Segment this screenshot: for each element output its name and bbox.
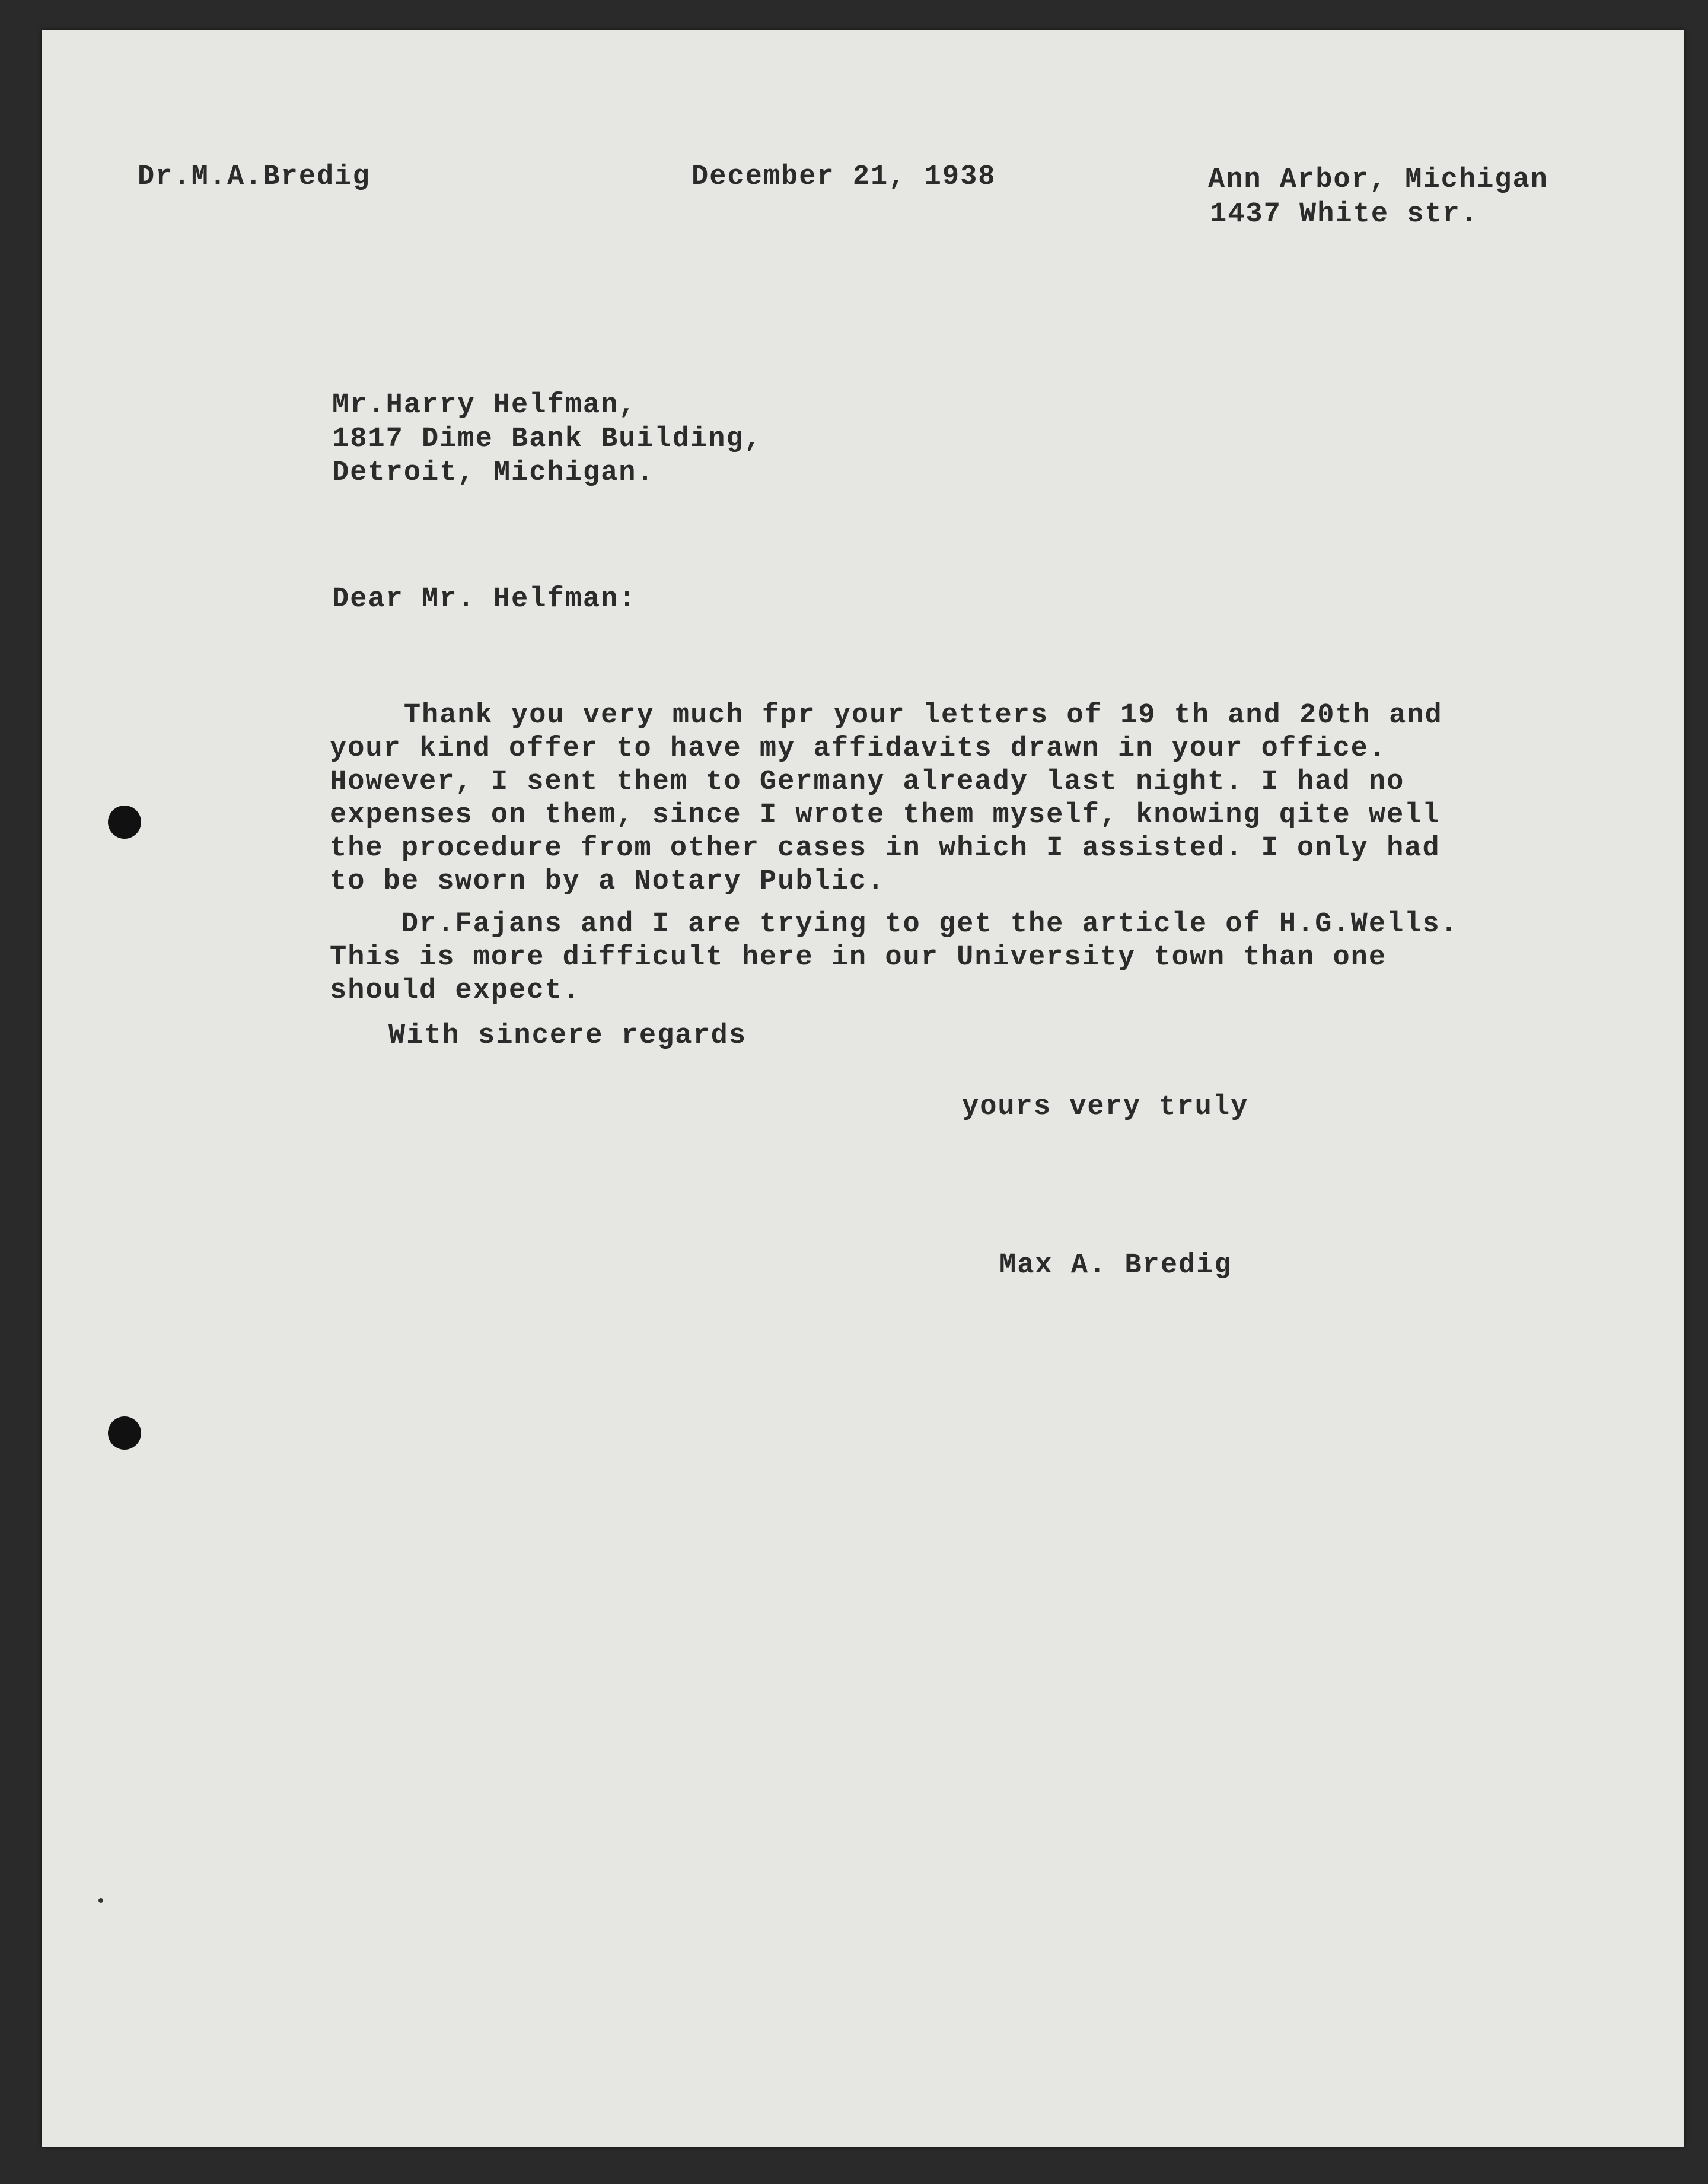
body-line: Thank you very much fpr your letters of 19 th and 20th and bbox=[332, 700, 1443, 731]
body-line: to be sworn by a Notary Public. bbox=[330, 866, 885, 897]
punch-hole-bottom bbox=[108, 1416, 141, 1450]
body-line: However, I sent them to Germany already last night. I had no bbox=[330, 766, 1405, 798]
recipient-street: 1817 Dime Bank Building, bbox=[332, 424, 762, 455]
letter-sheet bbox=[42, 30, 1684, 2147]
paper-speck bbox=[98, 1898, 103, 1903]
signature-name: Max A. Bredig bbox=[999, 1250, 1232, 1281]
sender-name: Dr.M.A.Bredig bbox=[138, 161, 371, 193]
body-line: the procedure from other cases in which I assisted. I only had bbox=[330, 833, 1441, 864]
recipient-city: Detroit, Michigan. bbox=[332, 457, 655, 489]
sender-city: Ann Arbor, Michigan bbox=[1208, 164, 1548, 196]
body-line: your kind offer to have my affidavits drawn in your office. bbox=[330, 733, 1387, 765]
salutation: Dear Mr. Helfman: bbox=[332, 584, 637, 615]
closing-regards: With sincere regards bbox=[388, 1020, 747, 1052]
body-line: should expect. bbox=[330, 975, 581, 1007]
punch-hole-top bbox=[108, 806, 141, 839]
body-line: Dr.Fajans and I are trying to get the article of H.G.Wells. bbox=[330, 909, 1458, 940]
recipient-name: Mr.Harry Helfman, bbox=[332, 390, 637, 421]
sender-street: 1437 White str. bbox=[1210, 199, 1479, 230]
body-line: This is more difficult here in our University town than one bbox=[330, 942, 1387, 973]
closing: yours very truly bbox=[962, 1091, 1249, 1123]
body-line: expenses on them, since I wrote them myself, knowing qite well bbox=[330, 800, 1441, 831]
letter-date: December 21, 1938 bbox=[692, 161, 996, 193]
